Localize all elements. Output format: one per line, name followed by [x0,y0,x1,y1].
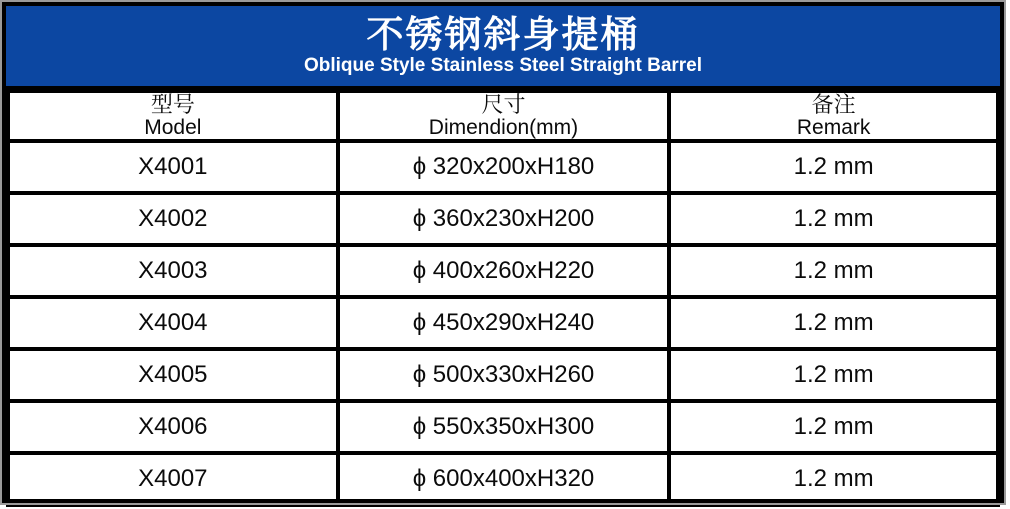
model-cell: X4003 [8,245,338,297]
table-row [8,193,998,245]
column-header-model-en: Model [144,115,202,139]
table-row [8,245,998,297]
dimension-cell: ϕ 550x350xH300 [338,401,670,453]
model-cell: X4005 [8,349,338,401]
table-row [8,453,998,505]
banner-title-english: Oblique Style Stainless Steel Straight Barrel [303,55,703,77]
column-header-remark-zh: 备注 [811,92,856,117]
column-header-model [8,91,338,141]
model-cell: X4007 [8,453,338,505]
remark-cell: 1.2 mm [669,401,998,453]
model-cell: X4002 [8,193,338,245]
dimension-cell: ϕ 360x230xH200 [338,193,670,245]
spec-table [6,89,1000,507]
remark-cell: 1.2 mm [669,193,998,245]
column-header-remark-en: Remark [796,115,871,139]
banner [6,6,1000,89]
table-row [8,401,998,453]
table-row [8,141,998,193]
model-cell: X4006 [8,401,338,453]
remark-cell: 1.2 mm [669,349,998,401]
header-row [8,91,998,141]
column-header-remark [669,91,998,141]
dimension-cell: ϕ 320x200xH180 [338,141,670,193]
column-header-dimension-en: Dimendion(mm) [428,115,579,139]
model-cell: X4001 [8,141,338,193]
remark-cell: 1.2 mm [669,453,998,505]
column-header-dimension-zh: 尺寸 [481,92,526,117]
remark-cell: 1.2 mm [669,297,998,349]
model-cell: X4004 [8,297,338,349]
table-row [8,297,998,349]
column-header-dimension [338,91,670,141]
catalog-page [2,2,1004,503]
column-header-model-zh: 型号 [150,92,195,117]
table-row [8,349,998,401]
remark-cell: 1.2 mm [669,245,998,297]
dimension-cell: ϕ 400x260xH220 [338,245,670,297]
banner-title-chinese: 不锈钢斜身提桶 [366,13,640,55]
remark-cell: 1.2 mm [669,141,998,193]
dimension-cell: ϕ 500x330xH260 [338,349,670,401]
dimension-cell: ϕ 450x290xH240 [338,297,670,349]
dimension-cell: ϕ 600x400xH320 [338,453,670,505]
